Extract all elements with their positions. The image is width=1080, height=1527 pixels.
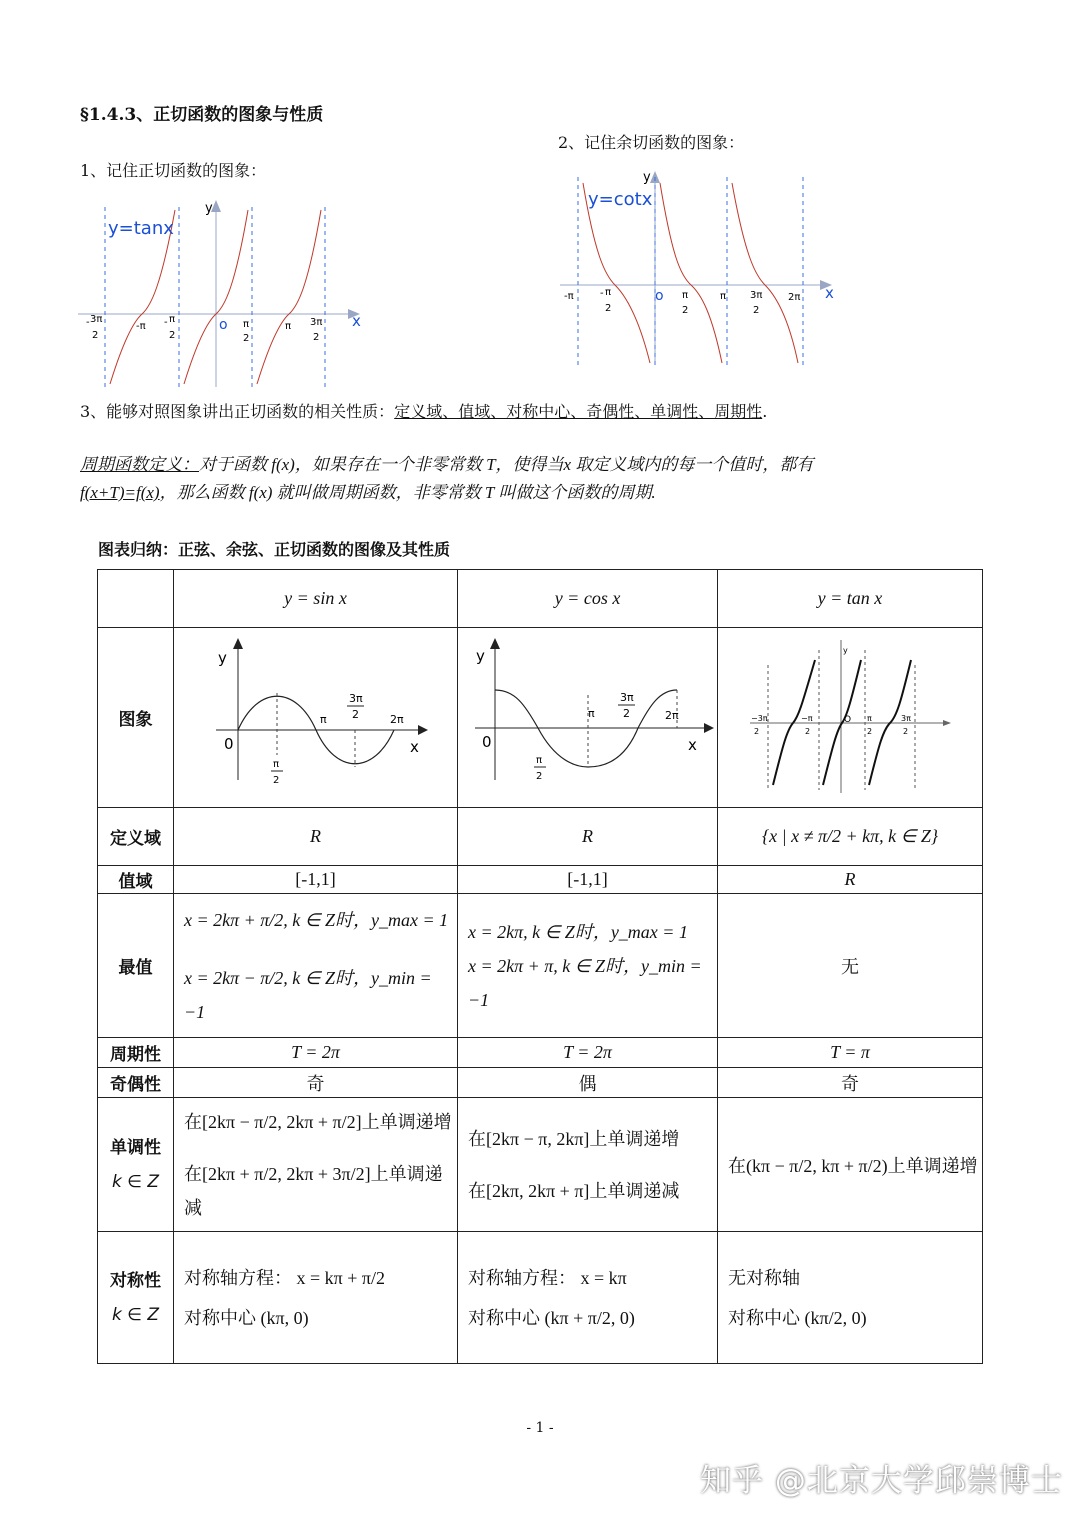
cot-graph-label: y=cotx — [588, 189, 653, 210]
period-def-text1: 对于函数 f(x)，如果存在一个非零常数 T，使得当x 取定义域内的每一个值时，都有 — [199, 455, 814, 474]
extrema-cos — [458, 894, 718, 1038]
svg-text:2: 2 — [867, 727, 873, 736]
item-3-end: . — [762, 402, 768, 421]
period-def-line1 — [80, 450, 813, 475]
header-cos: y = cos x — [458, 570, 718, 628]
symmetry-sin-center: 对称中心 (kπ, 0) — [184, 1307, 309, 1328]
parity-sin: 奇 — [174, 1068, 458, 1098]
symmetry-cos-axis: 对称轴方程： x = kπ — [468, 1267, 627, 1288]
symmetry-k: k ∈ Z — [111, 1304, 160, 1325]
monotonic-sin — [174, 1098, 458, 1232]
svg-text:π: π — [285, 321, 292, 332]
tan-graph-label: y=tanx — [108, 218, 174, 239]
svg-text:2: 2 — [753, 305, 760, 316]
row-label-symmetry — [98, 1232, 174, 1364]
svg-text:2: 2 — [536, 771, 543, 782]
extrema-cos-min: x = 2kπ + π, k ∈ Z时，y_min = −1 — [468, 955, 702, 1010]
svg-text:3π: 3π — [90, 314, 103, 325]
parity-cos: 偶 — [458, 1068, 718, 1098]
cot-origin-label: o — [655, 288, 664, 304]
domain-cos: R — [458, 808, 718, 866]
svg-text:−π: −π — [801, 714, 813, 723]
watermark: 知乎 @北京大学邱崇博士 — [700, 1463, 1063, 1499]
row-label-range: 值域 — [98, 866, 174, 894]
range-tan: R — [718, 866, 983, 894]
item-3 — [80, 399, 767, 422]
domain-tan: {x | x ≠ π/2 + kπ, k ∈ Z} — [718, 808, 983, 866]
svg-text:2: 2 — [754, 727, 760, 736]
svg-text:π: π — [588, 707, 595, 720]
tan-graph — [78, 192, 378, 392]
row-label-parity: 奇偶性 — [98, 1068, 174, 1098]
period-tan: T = π — [718, 1038, 983, 1068]
header-sin: y = sin x — [174, 570, 458, 628]
svg-text:2: 2 — [623, 707, 630, 720]
svg-text:−3π: −3π — [751, 714, 768, 723]
svg-text:π: π — [169, 314, 176, 325]
svg-text:O: O — [844, 715, 852, 725]
table-corner — [98, 570, 174, 628]
svg-text:-: - — [164, 317, 168, 328]
monotonic-cos-dec: 在[2kπ, 2kπ + π]上单调递减 — [468, 1180, 680, 1201]
symmetry-sin-axis: 对称轴方程： x = kπ + π/2 — [184, 1267, 385, 1288]
cos-y-label: y — [476, 647, 485, 665]
extrema-sin — [174, 894, 458, 1038]
svg-text:2: 2 — [92, 330, 99, 341]
cos-origin-label: 0 — [482, 733, 492, 751]
svg-text:π: π — [536, 755, 543, 766]
sin-x-label: x — [409, 738, 419, 756]
svg-text:2: 2 — [682, 305, 689, 316]
svg-text:2: 2 — [605, 303, 612, 314]
sin-y-label: y — [217, 649, 227, 667]
tan-x-label: x — [352, 312, 361, 330]
row-label-domain: 定义域 — [98, 808, 174, 866]
period-def-line2 — [80, 478, 656, 503]
table-title: 图表归纳：正弦、余弦、正切函数的图像及其性质 — [98, 540, 451, 559]
svg-text:2π: 2π — [788, 292, 801, 303]
range-sin: [-1,1] — [174, 866, 458, 894]
svg-text:2: 2 — [313, 332, 320, 343]
cos-x-label: x — [688, 736, 697, 754]
svg-text:π: π — [319, 713, 327, 726]
svg-text:-π: -π — [564, 291, 574, 302]
row-label-extrema: 最值 — [98, 894, 174, 1038]
svg-text:π: π — [272, 759, 279, 770]
extrema-sin-min: x = 2kπ − π/2, k ∈ Z时，y_min = −1 — [184, 967, 432, 1022]
svg-text:2: 2 — [805, 727, 811, 736]
period-def-text2: ，那么函数 f(x) 就叫做周期函数，非零常数 T 叫做这个函数的周期. — [159, 483, 656, 502]
extrema-tan: 无 — [718, 894, 983, 1038]
monotonic-sin-dec: 在[2kπ + π/2, 2kπ + 3π/2]上单调递减 — [184, 1163, 443, 1218]
svg-text:π: π — [867, 714, 872, 723]
cot-x-label: x — [825, 284, 834, 302]
range-cos: [-1,1] — [458, 866, 718, 894]
svg-text:-: - — [600, 288, 604, 299]
tan-table-graph — [745, 635, 955, 795]
symmetry-tan-center: 对称中心 (kπ/2, 0) — [728, 1307, 867, 1328]
symmetry-label: 对称性 — [110, 1270, 161, 1291]
svg-text:3π: 3π — [750, 290, 763, 301]
svg-text:3π: 3π — [310, 317, 323, 328]
symmetry-cos — [458, 1232, 718, 1364]
row-label-period: 周期性 — [98, 1038, 174, 1068]
period-sin: T = 2π — [174, 1038, 458, 1068]
cot-y-label: y — [643, 170, 651, 185]
svg-text:-π: -π — [136, 321, 146, 332]
monotonic-tan: 在(kπ − π/2, kπ + π/2)上单调递增 — [718, 1098, 983, 1232]
item-1: 1、记住正切函数的图象： — [80, 161, 267, 180]
sin-origin-label: 0 — [223, 735, 234, 753]
symmetry-tan-axis: 无对称轴 — [728, 1267, 800, 1288]
symmetry-cos-center: 对称中心 (kπ + π/2, 0) — [468, 1307, 635, 1328]
svg-text:2: 2 — [351, 708, 359, 721]
svg-text:π: π — [720, 291, 727, 302]
page-number: - 1 - — [526, 1420, 554, 1436]
svg-text:y: y — [843, 646, 848, 655]
row-label-monotonic — [98, 1098, 174, 1232]
svg-text:3π: 3π — [901, 714, 911, 723]
item-3-prefix: 3、能够对照图象讲出正切函数的相关性质： — [80, 402, 395, 421]
parity-tan: 奇 — [718, 1068, 983, 1098]
cos-graph — [460, 635, 715, 795]
svg-text:2: 2 — [272, 775, 279, 786]
monotonic-sin-inc: 在[2kπ − π/2, 2kπ + π/2]上单调递增 — [184, 1111, 452, 1132]
svg-text:3π: 3π — [620, 691, 634, 704]
svg-text:-: - — [86, 317, 90, 328]
sin-graph — [196, 635, 436, 795]
tan-y-label: y — [205, 201, 213, 216]
header-tan: y = tan x — [718, 570, 983, 628]
item-3-props: 定义域、值域、对称中心、奇偶性、单调性、周期性 — [394, 402, 763, 421]
cos-graph-cell — [458, 628, 718, 808]
svg-text:2: 2 — [903, 727, 909, 736]
cot-graph — [560, 165, 850, 370]
svg-text:2: 2 — [243, 333, 250, 344]
extrema-cos-max: x = 2kπ, k ∈ Z时，y_max = 1 — [468, 921, 688, 942]
symmetry-tan — [718, 1232, 983, 1364]
monotonic-cos — [458, 1098, 718, 1232]
svg-text:3π: 3π — [348, 692, 363, 705]
symmetry-sin — [174, 1232, 458, 1364]
monotonic-label: 单调性 — [110, 1137, 161, 1158]
row-label-graph: 图象 — [98, 628, 174, 808]
svg-text:π: π — [605, 287, 612, 298]
section-heading: §1.4.3、正切函数的图象与性质 — [80, 105, 324, 125]
svg-text:π: π — [682, 290, 689, 301]
svg-text:2: 2 — [169, 330, 176, 341]
sin-graph-cell — [174, 628, 458, 808]
svg-text:2π: 2π — [665, 709, 679, 722]
tan-origin-label: o — [219, 317, 228, 333]
item-2: 2、记住余切函数的图象： — [558, 133, 745, 152]
period-def-formula: f(x+T)=f(x) — [80, 483, 160, 502]
period-def-label: 周期函数定义： — [80, 455, 199, 474]
extrema-sin-max: x = 2kπ + π/2, k ∈ Z时，y_max = 1 — [184, 909, 449, 930]
tan-graph-cell — [718, 628, 983, 808]
svg-text:π: π — [243, 319, 250, 330]
period-cos: T = 2π — [458, 1038, 718, 1068]
monotonic-cos-inc: 在[2kπ − π, 2kπ]上单调递增 — [468, 1128, 680, 1149]
monotonic-k: k ∈ Z — [111, 1171, 160, 1192]
domain-sin: R — [174, 808, 458, 866]
properties-table — [97, 569, 983, 1364]
svg-text:2π: 2π — [389, 713, 404, 726]
